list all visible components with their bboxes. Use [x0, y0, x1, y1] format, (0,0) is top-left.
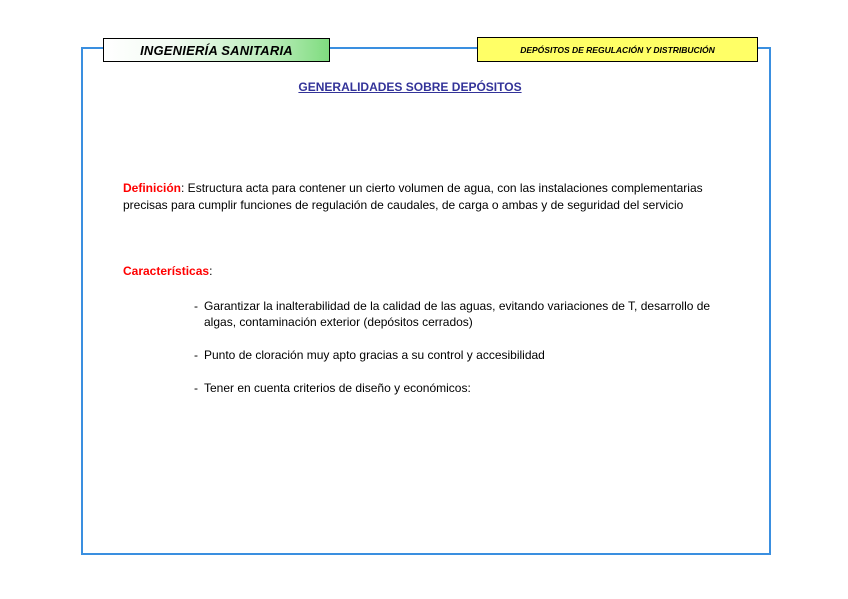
characteristics-heading — [123, 264, 212, 278]
course-badge — [103, 38, 330, 62]
bullet-dash: - — [194, 299, 198, 313]
topic-badge — [477, 37, 758, 62]
list-item — [194, 347, 734, 363]
characteristics-suffix: : — [209, 264, 213, 278]
definition-term: Definición — [123, 181, 182, 195]
characteristics-list — [194, 298, 734, 413]
list-item — [194, 380, 734, 396]
characteristics-term: Características — [123, 264, 210, 278]
course-badge-label: INGENIERÍA SANITARIA — [140, 42, 293, 58]
page-title: GENERALIDADES SOBRE DEPÓSITOS — [298, 80, 522, 94]
list-item-text: Garantizar la inalterabilidad de la calidad de las aguas, evitando variaciones de T, desarrollo de algas, contaminación exterior (depósitos cerrados) — [204, 299, 711, 329]
list-item-text: Tener en cuenta criterios de diseño y económicos: — [204, 381, 471, 395]
topic-badge-label: DEPÓSITOS DE REGULACIÓN Y DISTRIBUCIÓN — [520, 44, 715, 55]
bullet-dash: - — [194, 348, 198, 362]
definition-paragraph — [123, 180, 743, 214]
bullet-dash: - — [194, 381, 198, 395]
list-item-text: Punto de cloración muy apto gracias a su control y accesibilidad — [204, 348, 545, 362]
list-item — [194, 298, 734, 330]
definition-text: : Estructura acta para contener un cierto volumen de agua, con las instalaciones complementarias precisas para cumplir funciones de regulación de caudales, de carga o ambas y de seguridad del servicio — [123, 181, 703, 212]
